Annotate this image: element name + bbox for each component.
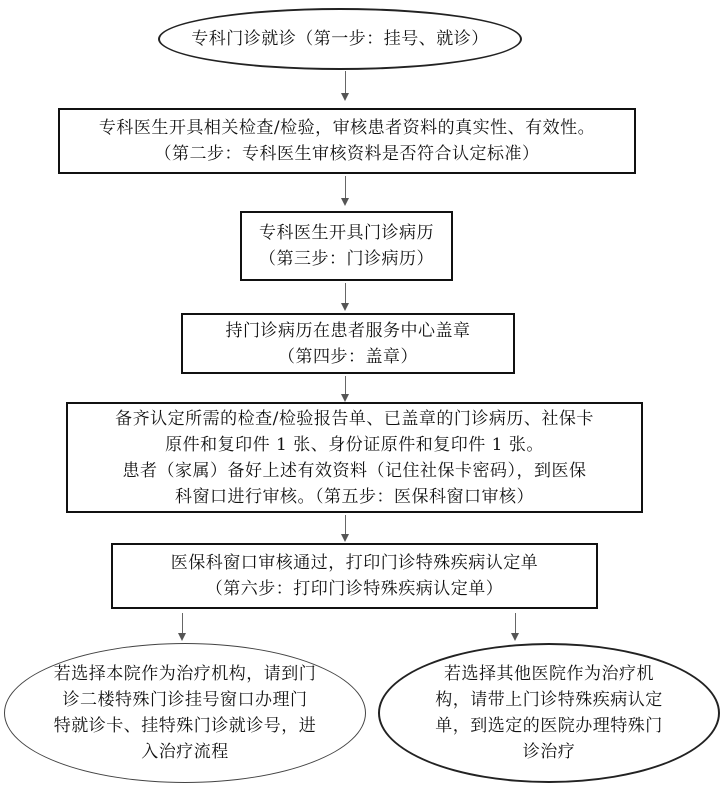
- end-left-line-3: 特就诊卡、挂特殊门诊就诊号，进: [53, 716, 317, 736]
- arrow-6-left: [178, 613, 187, 641]
- step-5-line-1: 备齐认定所需的检查/检验报告单、已盖章的门诊病历、社保卡: [115, 408, 594, 429]
- arrow-2: [341, 176, 350, 206]
- arrow-5: [341, 515, 350, 542]
- end-right-node: [378, 643, 720, 783]
- step-5-line-3: 患者（家属）备好上述有效资料（记住社保卡密码），到医保: [122, 460, 587, 481]
- arrow-4: [341, 376, 350, 402]
- step-4-box: [181, 313, 515, 374]
- end-right-line-2: 构，请带上门诊特殊疾病认定: [435, 690, 663, 710]
- end-left-line-1: 若选择本院作为治疗机构，请到门: [53, 664, 317, 684]
- step-6-line-2: （第六步：打印门诊特殊疾病认定单）: [205, 579, 504, 599]
- arrow-3: [341, 283, 350, 311]
- step-2-box: [58, 108, 636, 174]
- end-right-line-4: 诊治疗: [522, 742, 576, 762]
- end-left-line-4: 入治疗流程: [141, 742, 229, 762]
- arrow-1: [341, 71, 350, 101]
- end-left-node: [4, 643, 366, 783]
- step-5-line-4: 科窗口进行审核。（第五步：医保科窗口审核）: [175, 486, 534, 507]
- step-2-line-1: 专科医生开具相关检查/检验，审核患者资料的真实性、有效性。: [98, 118, 596, 138]
- end-right-line-1: 若选择其他医院作为治疗机: [444, 664, 654, 684]
- step-3-box: [240, 211, 453, 281]
- step-2-line-2: （第二步：专科医生审核资料是否符合认定标准）: [154, 144, 540, 164]
- start-node-text: 专科门诊就诊（第一步：挂号、就诊）: [191, 29, 489, 49]
- arrow-6-right: [511, 613, 520, 641]
- step-4-line-1: 持门诊病历在患者服务中心盖章: [225, 320, 471, 341]
- end-left-line-2: 诊二楼特殊门诊挂号窗口办理门: [62, 690, 308, 710]
- step-5-line-2: 原件和复印件 1 张、身份证原件和复印件 1 张。: [165, 434, 544, 455]
- step-3-line-2: （第三步：门诊病历）: [259, 249, 434, 269]
- step-6-line-1: 医保科窗口审核通过，打印门诊特殊疾病认定单: [170, 553, 539, 573]
- step-3-line-1: 专科医生开具门诊病历: [259, 223, 434, 243]
- end-right-line-3: 单，到选定的医院办理特殊门: [435, 716, 663, 736]
- step-4-line-2: （第四步：盖章）: [278, 346, 418, 367]
- step-6-box: [111, 543, 598, 609]
- start-node: [158, 8, 522, 70]
- step-5-box: [66, 402, 643, 513]
